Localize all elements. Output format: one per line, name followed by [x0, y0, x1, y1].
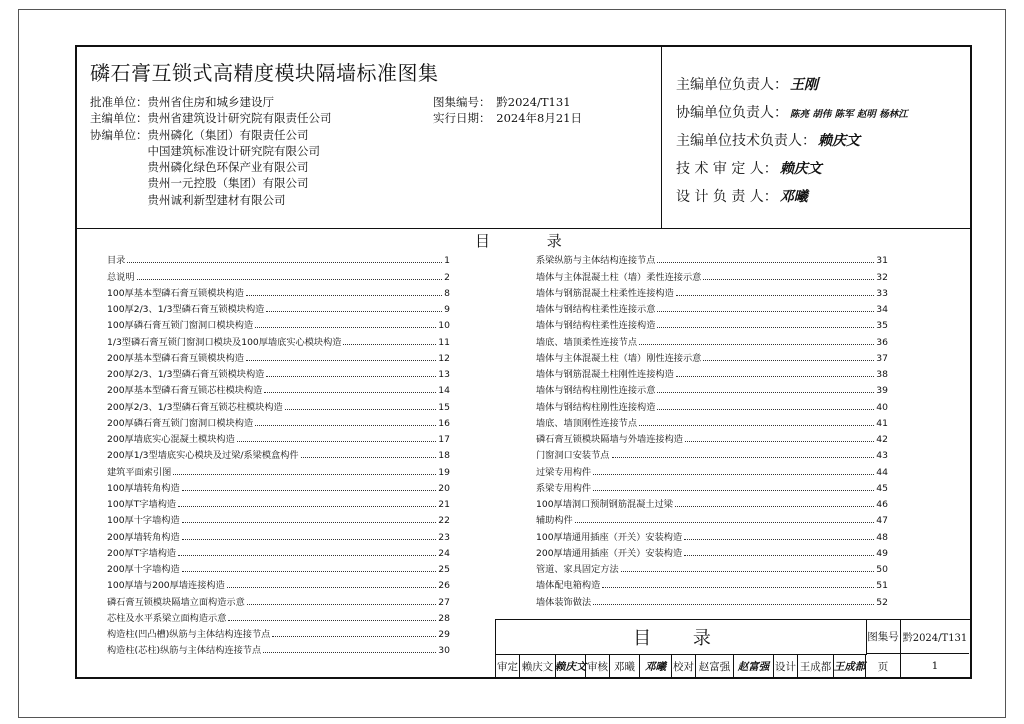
- toc-entry[interactable]: [107, 526, 450, 542]
- toc-entry[interactable]: [107, 608, 450, 624]
- toc-right-column: [536, 250, 888, 608]
- dot-leader: [247, 604, 436, 605]
- toc-entry-title: 墙底、墙顶刚性连接节点: [536, 417, 638, 429]
- toc-entry-page: 25: [438, 564, 450, 575]
- toc-entry[interactable]: [107, 315, 450, 331]
- toc-entry[interactable]: [536, 429, 888, 445]
- toc-entry[interactable]: [107, 299, 450, 315]
- signature: 陈亮 胡伟 陈军 赵明 杨林江: [790, 109, 908, 120]
- dot-leader: [137, 279, 443, 280]
- toc-entry-title: 200厚T字墙构造: [107, 547, 177, 559]
- toc-entry[interactable]: [107, 283, 450, 299]
- approve-name: 赖庆文: [520, 654, 556, 678]
- dot-leader: [657, 392, 874, 393]
- toc-entry[interactable]: [107, 640, 450, 656]
- toc-entry[interactable]: [107, 380, 450, 396]
- toc-entry[interactable]: [107, 331, 450, 347]
- toc-entry-title: 1/3型磷石膏互锁门窗洞口模块及100厚墙底实心模块构造: [107, 336, 342, 348]
- toc-entry-page: 33: [876, 287, 888, 299]
- toc-entry-page: 21: [438, 499, 450, 510]
- dot-leader: [285, 409, 437, 410]
- toc-entry-title: 200厚十字墙构造: [107, 564, 180, 575]
- toc-entry-page: 37: [876, 352, 888, 364]
- dot-leader: [255, 327, 436, 328]
- dot-leader: [266, 311, 442, 312]
- atlas-number: 图集编号： 黔2024/T131: [433, 95, 571, 109]
- atlas-title: 磷石膏互锁式高精度模块隔墙标准图集: [90, 61, 439, 85]
- dot-leader: [675, 506, 874, 507]
- toc-entry-title: 磷石膏互锁模块隔墙与外墙连接构造: [536, 434, 683, 445]
- toc-entry-title: 门窗洞口安装节点: [536, 450, 610, 462]
- toc-entry-page: 47: [876, 515, 888, 527]
- dot-leader: [684, 555, 874, 556]
- toc-entry[interactable]: [107, 559, 450, 575]
- toc-entry-page: 44: [876, 466, 888, 478]
- dot-leader: [685, 441, 874, 442]
- approve-label: 审定: [496, 654, 520, 678]
- toc-entry-title: 200厚墙转角构造: [107, 531, 180, 543]
- dot-leader: [182, 522, 437, 523]
- toc-entry-title: 构造柱(凹凸槽)纵筋与主体结构连接节点: [107, 629, 271, 640]
- toc-entry-page: 16: [438, 417, 450, 429]
- toc-entry-title: 100厚基本型磷石膏互锁模块构造: [107, 287, 244, 299]
- dot-leader: [263, 652, 436, 653]
- dot-leader: [246, 295, 442, 296]
- toc-entry[interactable]: [536, 461, 888, 477]
- dot-leader: [703, 279, 874, 280]
- toc-entry-title: 墙体与钢筋混凝土柱刚性连接构造: [536, 369, 674, 380]
- toc-entry[interactable]: [536, 299, 888, 315]
- dot-leader: [343, 344, 436, 345]
- dot-leader: [657, 262, 874, 263]
- toc-entry-title: 100厚墙通用插座（开关）安装构造: [536, 531, 683, 543]
- toc-entry-page: 28: [438, 612, 450, 624]
- toc-entry[interactable]: [107, 543, 450, 559]
- effective-date: 实行日期： 2024年8月21日: [433, 111, 582, 126]
- dot-leader: [173, 474, 436, 475]
- toc-entry[interactable]: [107, 413, 450, 429]
- toc-entry-page: 49: [876, 547, 888, 559]
- toc-entry-page: 15: [438, 401, 450, 413]
- atlas-info: [433, 94, 582, 127]
- toc-entry-page: 24: [438, 547, 450, 559]
- toc-entry-title: 过梁专用构件: [536, 466, 592, 478]
- toc-entry[interactable]: [536, 591, 888, 607]
- toc-entry-title: 100厚墙与200厚墙连接构造: [107, 580, 225, 592]
- dot-leader: [676, 295, 874, 296]
- toc-entry-page: 36: [876, 336, 888, 348]
- atlas-no: 黔2024/T131: [901, 620, 969, 654]
- toc-entry-page: 50: [876, 564, 888, 575]
- toc-entry-page: 17: [438, 434, 450, 445]
- toc-entry[interactable]: [536, 266, 888, 282]
- toc-entry-title: 磷石膏互锁模块隔墙立面构造示意: [107, 596, 245, 608]
- toc-entry[interactable]: [536, 543, 888, 559]
- toc-entry[interactable]: [536, 283, 888, 299]
- toc-entry[interactable]: [107, 348, 450, 364]
- dot-leader: [684, 539, 874, 540]
- signature: 赖庆文: [556, 654, 586, 678]
- toc-entry[interactable]: [107, 461, 450, 477]
- toc-entry-title: 100厚墙转角构造: [107, 482, 180, 494]
- toc-entry[interactable]: [107, 364, 450, 380]
- toc-entry-title: 墙体装饰做法: [536, 596, 592, 608]
- co-unit-1: 协编单位：贵州磷化（集团）有限责任公司: [90, 127, 309, 142]
- unit-info: [90, 94, 332, 208]
- toc-entry[interactable]: [536, 445, 888, 461]
- co-unit-2: 中国建筑标准设计研究院有限公司: [90, 143, 320, 158]
- toc-entry-page: 31: [876, 255, 888, 267]
- toc-entry-page: 13: [438, 369, 450, 380]
- check-name: 赵富强: [696, 654, 734, 678]
- toc-left-column: [107, 250, 450, 656]
- toc-entry[interactable]: [107, 575, 450, 591]
- dot-leader: [255, 425, 436, 426]
- toc-entry-title: 200厚基本型磷石膏互锁芯柱模块构造: [107, 385, 263, 397]
- toc-entry-title: 建筑平面索引图: [107, 466, 172, 478]
- toc-entry-page: 8: [444, 287, 450, 299]
- dot-leader: [246, 360, 436, 361]
- toc-entry-page: 22: [438, 515, 450, 527]
- toc-entry-page: 29: [438, 629, 450, 640]
- sig-row-co: 协编单位负责人： 陈亮 胡伟 陈军 赵明 杨林江: [676, 103, 908, 123]
- toc-entry-title: 200厚1/3型墙底实心模块及过梁/系梁模盒构件: [107, 450, 299, 462]
- toc-entry-title: 系梁纵筋与主体结构连接节点: [536, 255, 656, 267]
- toc-entry-title: 200厚墙底实心混凝土模块构造: [107, 434, 235, 445]
- chief-unit: 主编单位：贵州省建筑设计研究院有限责任公司: [90, 111, 332, 126]
- responsible-persons: [661, 47, 971, 228]
- toc-entry[interactable]: [107, 478, 450, 494]
- toc-entry[interactable]: [536, 348, 888, 364]
- audit-name: 邓曦: [610, 654, 640, 678]
- toc-entry[interactable]: [107, 445, 450, 461]
- dot-leader: [639, 425, 874, 426]
- toc-entry[interactable]: [536, 315, 888, 331]
- toc-entry[interactable]: [536, 478, 888, 494]
- signature: 邓曦: [779, 189, 808, 205]
- toc-entry-page: 26: [438, 580, 450, 592]
- dot-leader: [575, 522, 875, 523]
- toc-entry[interactable]: [536, 413, 888, 429]
- atlas-no-label: 图集号: [866, 620, 901, 654]
- toc-entry-page: 39: [876, 385, 888, 397]
- dot-leader: [237, 441, 437, 442]
- toc-entry-page: 12: [438, 352, 450, 364]
- toc-entry-page: 35: [876, 320, 888, 332]
- toc-entry-page: 9: [444, 304, 450, 315]
- toc-entry-title: 100厚T字墙构造: [107, 499, 177, 510]
- toc-entry-title: 墙体配电箱构造: [536, 580, 601, 592]
- toc-entry-page: 45: [876, 482, 888, 494]
- toc-entry-title: 200厚2/3、1/3型磷石膏互锁模块构造: [107, 369, 265, 380]
- toc-entry[interactable]: [536, 575, 888, 591]
- dot-leader: [593, 604, 874, 605]
- dot-leader: [602, 587, 874, 588]
- toc-entry[interactable]: [536, 396, 888, 412]
- page-label: 页: [866, 654, 901, 678]
- dot-leader: [182, 571, 437, 572]
- dot-leader: [178, 506, 436, 507]
- toc-entry-page: 1: [444, 255, 450, 267]
- dot-leader: [703, 360, 874, 361]
- toc-entry-page: 41: [876, 417, 888, 429]
- toc-entry[interactable]: [107, 429, 450, 445]
- toc-entry[interactable]: [107, 494, 450, 510]
- sig-row-tech: 主编单位技术负责人： 赖庆文: [676, 133, 860, 149]
- toc-entry-title: 100厚十字墙构造: [107, 515, 180, 527]
- toc-entry-title: 墙底、墙顶柔性连接节点: [536, 336, 638, 348]
- toc-entry[interactable]: [107, 396, 450, 412]
- toc-entry[interactable]: [536, 494, 888, 510]
- toc-entry[interactable]: [107, 624, 450, 640]
- toc-entry-title: 墙体与钢筋混凝土柱柔性连接构造: [536, 287, 674, 299]
- dot-leader: [227, 587, 437, 588]
- toc-entry-page: 51: [876, 580, 888, 592]
- toc-entry-title: 墙体与主体混凝土柱（墙）柔性连接示意: [536, 271, 702, 283]
- toc-entry-page: 42: [876, 434, 888, 445]
- dot-leader: [676, 376, 874, 377]
- sign-row: [496, 654, 971, 678]
- dot-leader: [657, 409, 874, 410]
- dot-leader: [266, 376, 436, 377]
- toc-entry-title: 墙体与钢结构柱柔性连接示意: [536, 304, 656, 315]
- toc-entry-title: 墙体与主体混凝土柱（墙）刚性连接示意: [536, 352, 702, 364]
- dot-leader: [593, 474, 874, 475]
- toc-entry-title: 墙体与钢结构柱柔性连接构造: [536, 320, 656, 332]
- toc-entry-page: 2: [444, 271, 450, 283]
- dot-leader: [178, 555, 436, 556]
- toc-entry-page: 23: [438, 531, 450, 543]
- co-unit-5: 贵州诚利新型建材有限公司: [90, 192, 286, 207]
- title-block: [495, 619, 971, 678]
- toc-entry[interactable]: [536, 364, 888, 380]
- dot-leader: [593, 490, 874, 491]
- toc-entry[interactable]: [107, 510, 450, 526]
- design-label: 设计: [774, 654, 798, 678]
- toc-entry-page: 18: [438, 450, 450, 462]
- toc-entry-page: 40: [876, 401, 888, 413]
- toc-entry-title: 墙体与钢结构柱刚性连接构造: [536, 401, 656, 413]
- toc-entry[interactable]: [536, 250, 888, 266]
- toc-entry-page: 52: [876, 596, 888, 608]
- toc-entry-title: 构造柱(芯柱)纵筋与主体结构连接节点: [107, 645, 262, 657]
- toc-entry-title: 200厚2/3、1/3型磷石膏互锁芯柱模块构造: [107, 401, 283, 413]
- toc-entry-title: 目录: [107, 255, 126, 267]
- dot-leader: [264, 392, 436, 393]
- toc-entry[interactable]: [536, 331, 888, 347]
- signature: 邓曦: [640, 654, 672, 678]
- toc-entry-page: 46: [876, 499, 888, 510]
- toc-entry[interactable]: [107, 250, 450, 266]
- toc-entry-title: 100厚2/3、1/3型磷石膏互锁模块构造: [107, 304, 265, 315]
- dot-leader: [639, 344, 874, 345]
- toc-entry-title: 总说明: [107, 271, 135, 283]
- signature: 赖庆文: [779, 161, 822, 177]
- sig-row-review: 技 术 审 定 人： 赖庆文: [676, 161, 822, 177]
- page-number: 1: [931, 660, 939, 672]
- approval-unit: 批准单位：贵州省住房和城乡建设厅: [90, 95, 274, 109]
- drawing-name: 目 录: [496, 620, 867, 655]
- toc-entry-title: 200厚墙通用插座（开关）安装构造: [536, 547, 683, 559]
- toc-entry-title: 系梁专用构件: [536, 482, 592, 494]
- audit-label: 审核: [586, 654, 610, 678]
- dot-leader: [127, 262, 442, 263]
- dot-leader: [228, 620, 436, 621]
- toc-entry[interactable]: [107, 591, 450, 607]
- signature: 王刚: [790, 77, 818, 93]
- header-block: [77, 47, 970, 229]
- toc-entry-page: 43: [876, 450, 888, 462]
- toc-entry-title: 管道、家具固定方法: [536, 564, 619, 575]
- dot-leader: [272, 636, 436, 637]
- drawing-frame: [75, 45, 972, 679]
- signature: 赖庆文: [818, 133, 860, 149]
- dot-leader: [621, 571, 875, 572]
- toc-entry-page: 48: [876, 531, 888, 543]
- toc-entry-title: 墙体与钢结构柱刚性连接示意: [536, 385, 656, 397]
- toc-entry-title: 100厚墙洞口预制钢筋混凝土过梁: [536, 499, 673, 510]
- dot-leader: [657, 311, 874, 312]
- toc-entry-page: 34: [876, 304, 888, 315]
- dot-leader: [301, 457, 437, 458]
- toc-entry-page: 32: [876, 271, 888, 283]
- dot-leader: [657, 327, 874, 328]
- toc-entry[interactable]: [536, 526, 888, 542]
- dot-leader: [612, 457, 875, 458]
- dot-leader: [182, 539, 437, 540]
- toc-entry[interactable]: [536, 510, 888, 526]
- toc-entry-title: 200厚基本型磷石膏互锁模块构造: [107, 352, 244, 364]
- dot-leader: [182, 490, 437, 491]
- toc-entry-title: 200厚磷石膏互锁门窗洞口模块构造: [107, 417, 254, 429]
- toc-entry[interactable]: [107, 266, 450, 282]
- toc-entry-page: 30: [438, 645, 450, 657]
- toc-title: 目 录: [475, 232, 588, 250]
- check-label: 校对: [672, 654, 696, 678]
- co-unit-3: 贵州磷化绿色环保产业有限公司: [90, 160, 309, 175]
- toc-entry-title: 辅助构件: [536, 515, 573, 527]
- toc-entry-page: 11: [438, 336, 450, 348]
- toc-entry-page: 10: [438, 320, 450, 332]
- toc-entry-title: 100厚磷石膏互锁门窗洞口模块构造: [107, 320, 254, 332]
- toc-entry-page: 20: [438, 482, 450, 494]
- toc-entry-page: 19: [438, 466, 450, 478]
- toc-entry-page: 38: [876, 369, 888, 380]
- toc-entry-page: 27: [438, 596, 450, 608]
- signature: 赵富强: [734, 654, 774, 678]
- toc-entry-title: 芯柱及水平系梁立面构造示意: [107, 612, 227, 624]
- signature: 王成都: [834, 654, 866, 678]
- co-unit-4: 贵州一元控股（集团）有限公司: [90, 176, 309, 191]
- toc-entry-page: 14: [438, 385, 450, 397]
- toc-entry[interactable]: [536, 380, 888, 396]
- sig-row-design: 设 计 负 责 人： 邓曦: [676, 189, 808, 205]
- sig-row-chief: 主编单位负责人： 王刚: [676, 77, 818, 93]
- design-name: 王成都: [798, 654, 834, 678]
- toc-entry[interactable]: [536, 559, 888, 575]
